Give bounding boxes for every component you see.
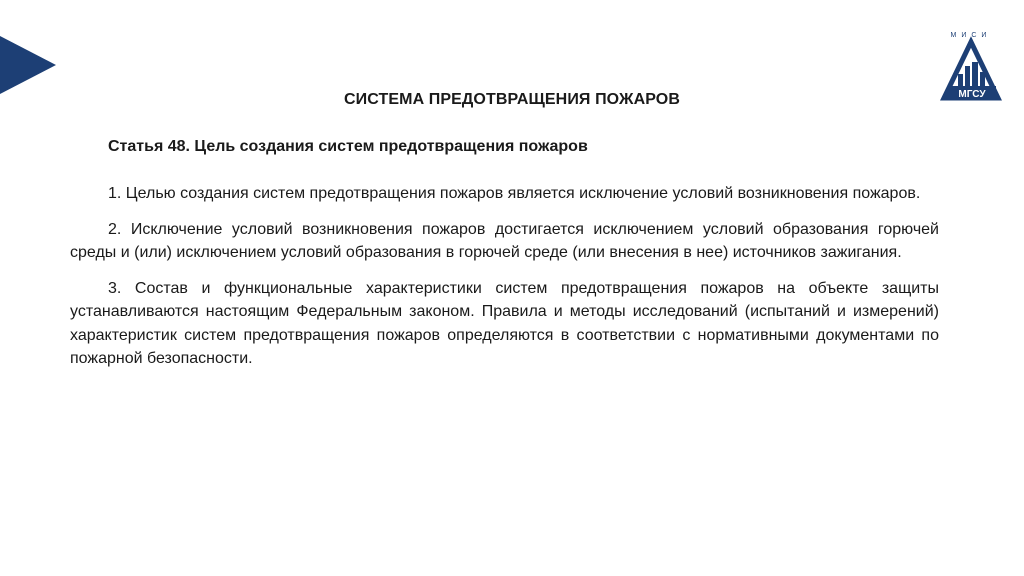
article-body bbox=[70, 182, 939, 383]
slide-title: СИСТЕМА ПРЕДОТВРАЩЕНИЯ ПОЖАРОВ bbox=[343, 91, 680, 108]
logo-top-text: МИСИ bbox=[950, 32, 992, 39]
triangle-arrow-icon bbox=[0, 36, 56, 94]
paragraph-3: 3. Состав и функциональные характеристики систем предотвращения пожаров на объекте защиты устанавливаются настоящим Федеральным законом. Правила и методы исследований (испытаний и измерений) характеристик систем предотвращения пожаров определяются в соответствии с нормативными документами по пожарной безопасности. bbox=[70, 279, 939, 367]
logo-bottom-text: МГСУ bbox=[958, 89, 986, 100]
paragraph-1: 1. Целью создания систем предотвращения пожаров является исключение условий возникновения пожаров. bbox=[108, 185, 921, 202]
paragraph-2: 2. Исключение условий возникновения пожаров достигается исключением условий образования горючей среды и (или) исключением условий образования в горючей среде (или внесения в нее) источников зажигания. bbox=[70, 220, 939, 261]
article-heading: Статья 48. Цель создания систем предотвращения пожаров bbox=[108, 138, 588, 155]
